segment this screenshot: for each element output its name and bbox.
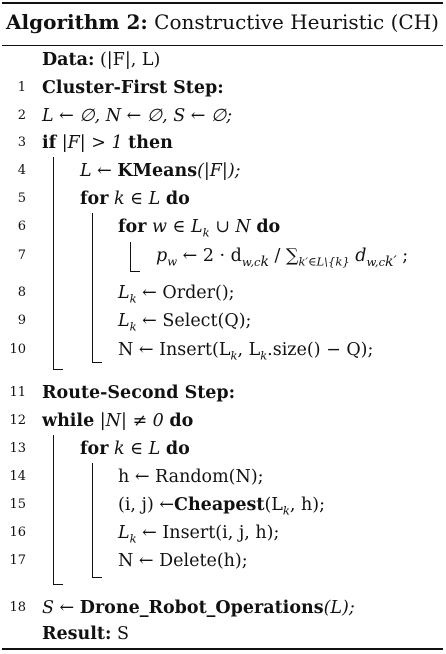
- line-number: 5: [17, 191, 26, 206]
- if-statement: if |F| > 1 then: [42, 133, 173, 153]
- while-statement: while |N| ≠ 0 do: [42, 411, 194, 431]
- line-number: 3: [17, 135, 26, 150]
- line-number: 8: [17, 285, 26, 300]
- init-statement: L ← ∅, N ← ∅, S ← ∅;: [42, 106, 233, 126]
- for-k-statement: for k ∈ L do: [80, 189, 190, 209]
- result-value: S: [117, 624, 130, 644]
- random-statement: h ← Random(N);: [118, 467, 264, 487]
- cluster-first-heading: Cluster-First Step:: [42, 78, 224, 98]
- line-number: 15: [9, 497, 26, 512]
- while-block-bar: [53, 435, 54, 585]
- line-number: 14: [9, 469, 26, 484]
- data-keyword: Data:: [42, 50, 95, 70]
- cheapest-statement: (i, j) $\leftarrow Cheapest(L_k$, h);: [118, 495, 326, 518]
- title-rule: [2, 45, 443, 46]
- line-number: 16: [9, 525, 26, 540]
- line-number: 6: [17, 219, 26, 234]
- algorithm-title: [6, 10, 439, 34]
- select-statement: $L_k$ ← Select(Q);: [118, 311, 252, 334]
- route-second-heading: Route-Second Step:: [42, 383, 236, 403]
- line-number: 9: [17, 313, 26, 328]
- if-block-bar: [53, 157, 54, 370]
- for-w-block-end: [130, 271, 140, 272]
- line-number: 11: [9, 385, 26, 400]
- for-k-route-block-end: [92, 577, 102, 578]
- probability-statement: $p_w$ ← $2 \cdot d_{w,ck} / \sum_{k'\in L\backslash\{k\}}$ $d_{w,ck'}$ ;: [156, 246, 409, 270]
- line-number: 4: [17, 163, 26, 178]
- data-value: (|F|, L): [99, 50, 161, 70]
- delete-statement: N ← Delete(h);: [118, 551, 248, 571]
- for-k-route-statement: for k ∈ L do: [80, 439, 190, 459]
- insert-statement: N ← $Insert(L_k$, $L_k.size() - Q$);: [118, 340, 374, 363]
- line-number: 12: [9, 413, 26, 428]
- operations-statement: S ← Drone_Robot_Operations(L);: [42, 598, 355, 618]
- algorithm-label: Algorithm 2:: [6, 10, 148, 34]
- while-block-end: [53, 584, 63, 585]
- data-line: [42, 48, 160, 72]
- top-rule: [2, 2, 443, 4]
- line-number: 2: [17, 108, 26, 123]
- insert-route-statement: $L_k$ ← Insert(i, j, h);: [118, 523, 280, 546]
- for-w-block-bar: [130, 242, 131, 272]
- line-number: 1: [17, 80, 26, 95]
- line-number: 17: [9, 553, 26, 568]
- for-k-route-block-bar: [92, 463, 93, 578]
- algorithm-name: Constructive Heuristic (CH): [154, 10, 439, 34]
- result-line: [42, 622, 129, 646]
- result-keyword: Result:: [42, 624, 112, 644]
- for-k-block-end: [92, 362, 102, 363]
- line-number: 18: [9, 600, 26, 615]
- line-number: 10: [9, 342, 26, 357]
- kmeans-statement: L ← KMeans(|F|);: [80, 161, 241, 181]
- bottom-rule: [2, 648, 443, 650]
- for-k-block-bar: [92, 213, 93, 363]
- line-number: 7: [17, 248, 26, 263]
- if-block-end: [53, 369, 63, 370]
- for-w-statement: for w ∈ $L_k$ ∪ N do: [118, 217, 281, 240]
- line-number: 13: [9, 441, 26, 456]
- order-statement: $L_k$ ← Order();: [118, 283, 235, 306]
